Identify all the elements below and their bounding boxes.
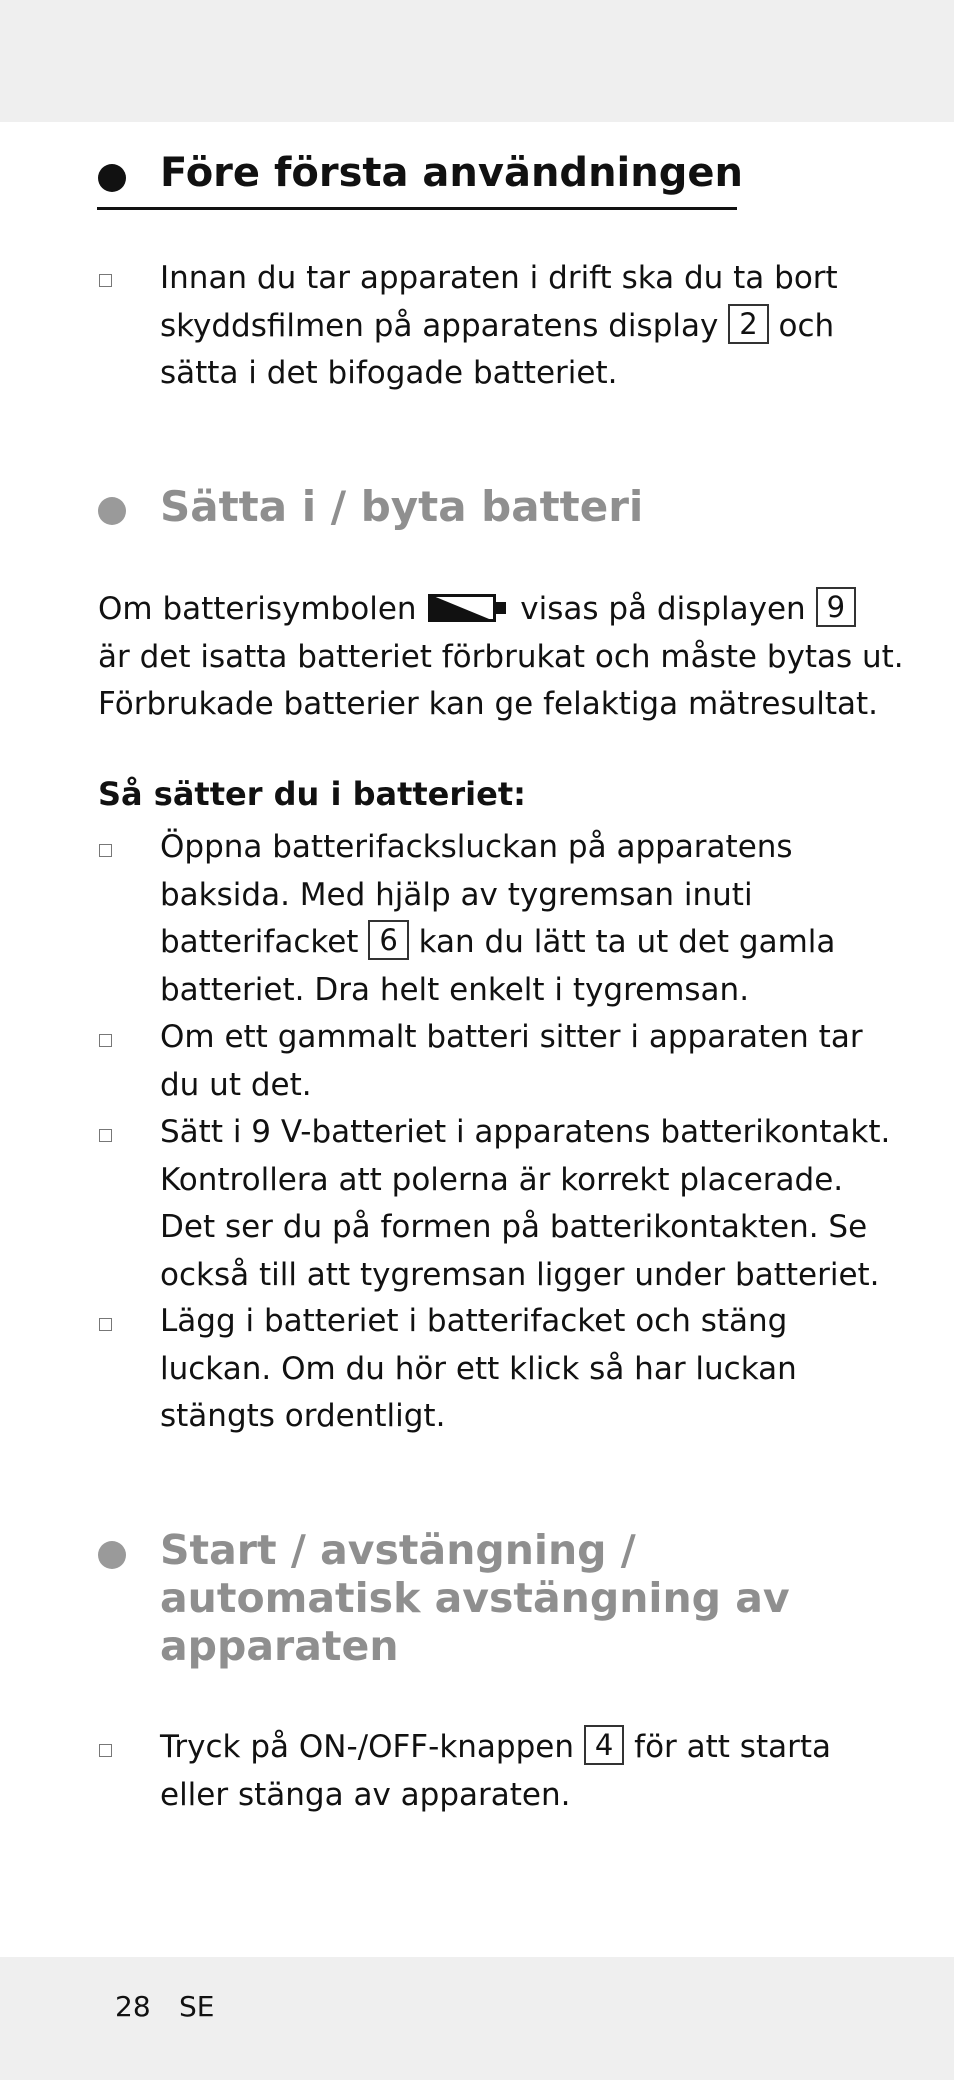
section-bullet-icon — [98, 1541, 126, 1569]
section-bullet-icon — [98, 164, 126, 192]
heading-power: Start / avstängning / automatisk avstängning av apparaten — [160, 1526, 790, 1670]
top-band — [0, 0, 954, 122]
battery-step-3: Sätt i 9 V-batteriet i apparatens batterikontakt. Kontrollera att polerna är korrekt placerade. Det ser du på formen på batterikontakten. Se också till att tygremsan ligger under batteriet. — [160, 1114, 891, 1293]
square-bullet-icon — [99, 1318, 112, 1331]
heading-underline — [97, 207, 737, 210]
page-number: 28 — [115, 1990, 151, 2023]
heading-first-use: Före första användningen — [160, 150, 743, 196]
battery-empty-icon — [428, 594, 508, 622]
battery-step-4: Lägg i batteriet i batterifacket och stäng luckan. Om du hör ett klick så har luckan stängts ordentligt. — [160, 1303, 797, 1434]
battery-intro-text: Om batterisymbolen visas på displayen 9 är det isatta batteriet förbrukat och måste bytas ut. Förbrukade batterier kan ge felaktiga mätresultat. — [98, 586, 904, 729]
battery-step-2: Om ett gammalt batteri sitter i apparaten tar du ut det. — [160, 1019, 863, 1103]
square-bullet-icon — [99, 1744, 112, 1757]
square-bullet-icon — [99, 1034, 112, 1047]
ref-number: 4 — [584, 1725, 624, 1765]
ref-number: 6 — [368, 920, 408, 960]
square-bullet-icon — [99, 274, 112, 287]
power-text: Tryck på ON-/OFF-knappen 4 för att starta eller stänga av apparaten. — [160, 1724, 831, 1819]
ref-number: 9 — [816, 587, 856, 627]
first-use-text: Innan du tar apparaten i drift ska du ta bort skyddsfilmen på apparatens display 2 och sätta i det bifogade batteriet. — [160, 260, 838, 391]
language-code: SE — [179, 1990, 215, 2023]
battery-subheading: Så sätter du i batteriet: — [98, 775, 526, 813]
battery-step-1: Öppna batterifacksluckan på apparatens baksida. Med hjälp av tygremsan inuti batterifacket 6 kan du lätt ta ut det gamla batteriet. Dra helt enkelt i tygremsan. — [160, 829, 836, 1008]
section-bullet-icon — [98, 497, 126, 525]
ref-number: 2 — [728, 304, 768, 344]
square-bullet-icon — [99, 844, 112, 857]
square-bullet-icon — [99, 1129, 112, 1142]
heading-battery: Sätta i / byta batteri — [160, 482, 644, 531]
